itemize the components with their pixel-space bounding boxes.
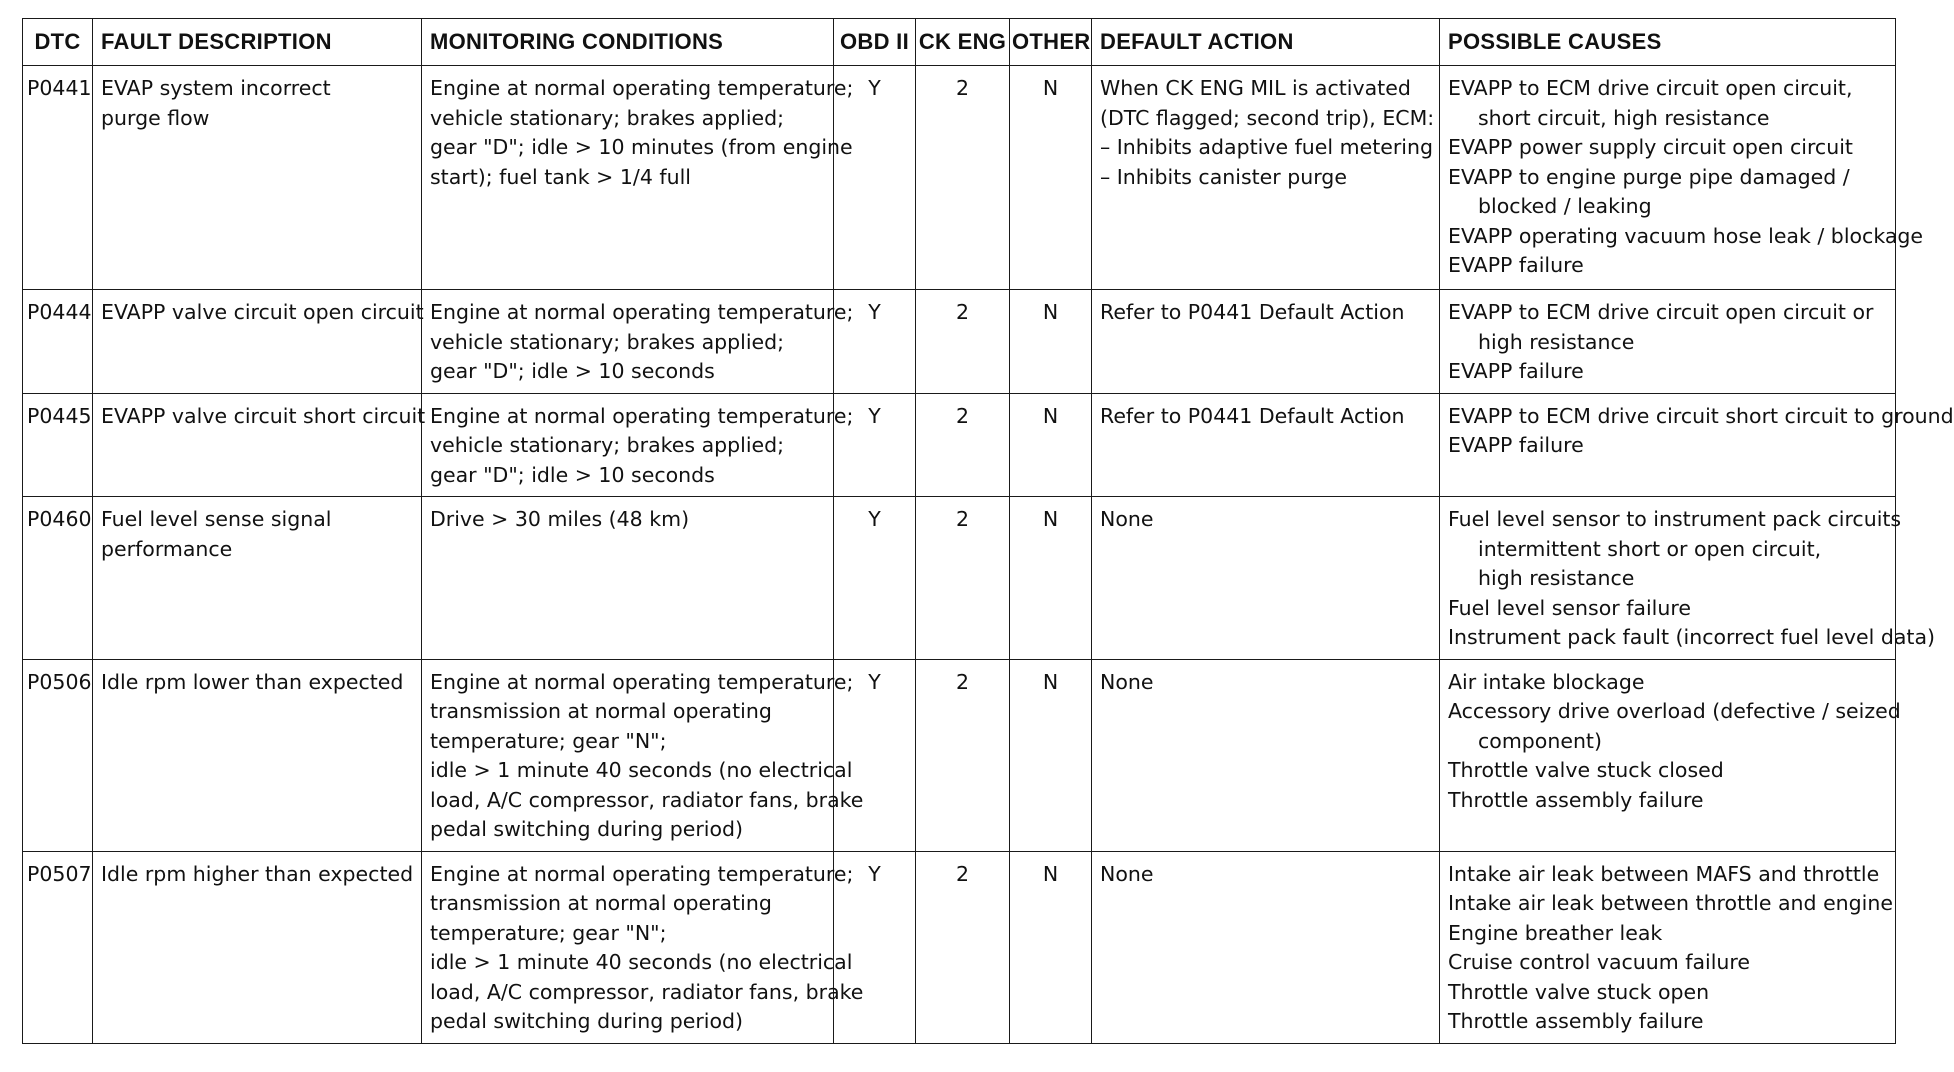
monitoring-conditions-cell <box>422 393 854 497</box>
other-value: N <box>1010 290 1092 394</box>
default-action-cell <box>1092 851 1440 1043</box>
dtc-code: P0441 <box>23 66 93 290</box>
table-row <box>23 393 1896 497</box>
monitoring-line: gear "D"; idle > 10 seconds <box>430 462 715 487</box>
cause-line: EVAPP to ECM drive circuit open circuit or <box>1448 300 1874 324</box>
default-action-cell <box>1092 393 1440 497</box>
fault-line: EVAP system incorrect <box>101 76 331 100</box>
default-action-line: Refer to P0441 Default Action <box>1100 300 1405 324</box>
dtc-code: P0460 <box>23 497 93 660</box>
obd-ii-value: Y <box>834 851 916 1043</box>
table-row <box>23 497 1896 660</box>
monitoring-line: vehicle stationary; brakes applied; <box>430 329 785 354</box>
default-action-line: None <box>1100 669 1154 694</box>
fault-line: EVAPP valve circuit short circuit <box>101 403 426 428</box>
default-action-line: (DTC flagged; second trip), ECM: <box>1100 105 1435 130</box>
possible-causes-cell <box>1440 497 1936 660</box>
default-action-cell <box>1092 66 1440 290</box>
monitoring-line: idle > 1 minute 40 seconds (no electrical <box>430 950 853 974</box>
table-row <box>23 290 1896 394</box>
header-dtc: DTC <box>23 19 93 66</box>
cause-line: Cruise control vacuum failure <box>1448 950 1751 974</box>
default-action-line: When CK ENG MIL is activated <box>1100 76 1411 100</box>
obd-ii-value: Y <box>834 497 916 660</box>
cause-line: Intake air leak between throttle and engine <box>1448 891 1893 915</box>
default-action-cell <box>1092 290 1440 394</box>
other-value: N <box>1010 393 1092 497</box>
ck-eng-value: 2 <box>916 659 1010 851</box>
cause-line: EVAPP to ECM drive circuit open circuit, <box>1448 76 1853 100</box>
other-value: N <box>1010 851 1092 1043</box>
monitoring-line: vehicle stationary; brakes applied; <box>430 433 785 457</box>
ck-eng-value: 2 <box>916 851 1010 1043</box>
cause-line: high resistance <box>1478 566 1635 590</box>
header-possible-causes: POSSIBLE CAUSES <box>1440 19 1896 66</box>
fault-line: Fuel level sense signal <box>101 507 332 531</box>
dtc-code: P0506 <box>23 659 93 851</box>
dtc-code: P0507 <box>23 851 93 1043</box>
default-action-line: Refer to P0441 Default Action <box>1100 403 1405 428</box>
fault-line: purge flow <box>101 105 210 130</box>
cause-line: short circuit, high resistance <box>1478 105 1770 130</box>
cause-line: EVAPP operating vacuum hose leak / blockage <box>1448 223 1924 248</box>
monitoring-line: pedal switching during period) <box>430 1009 744 1033</box>
monitoring-conditions-cell <box>422 659 864 851</box>
dtc-code: P0444 <box>23 290 93 394</box>
possible-causes-cell <box>1440 66 1924 290</box>
fault-description-cell <box>93 659 422 851</box>
fault-description-cell <box>93 497 422 660</box>
monitoring-line: Engine at normal operating temperature; <box>430 300 854 324</box>
cause-line: Throttle assembly failure <box>1448 787 1704 812</box>
cause-line: Air intake blockage <box>1448 669 1645 694</box>
dtc-table-sheet <box>22 18 1954 1044</box>
cause-line: EVAPP to engine purge pipe damaged / <box>1448 164 1850 189</box>
cause-line: Accessory drive overload (defective / seized <box>1448 699 1901 723</box>
fault-description-cell <box>93 290 422 394</box>
possible-causes-cell <box>1440 290 1896 394</box>
monitoring-line: start); fuel tank > 1/4 full <box>430 164 691 189</box>
cause-line: Throttle valve stuck closed <box>1448 758 1724 782</box>
monitoring-line: load, A/C compressor, radiator fans, brake <box>430 787 864 812</box>
monitoring-line: gear "D"; idle > 10 minutes (from engine <box>430 135 853 159</box>
monitoring-line: transmission at normal operating <box>430 891 772 915</box>
monitoring-line: Engine at normal operating temperature; <box>430 669 854 694</box>
ck-eng-value: 2 <box>916 497 1010 660</box>
header-other: OTHER <box>1010 19 1092 66</box>
header-default-action: DEFAULT ACTION <box>1092 19 1440 66</box>
monitoring-line: transmission at normal operating <box>430 699 772 723</box>
possible-causes-cell <box>1440 393 1954 497</box>
fault-line: Idle rpm higher than expected <box>101 861 414 886</box>
cause-line: Throttle valve stuck open <box>1448 979 1710 1004</box>
monitoring-line: temperature; gear "N"; <box>430 728 667 753</box>
cause-line: EVAPP failure <box>1448 253 1584 277</box>
ck-eng-value: 2 <box>916 393 1010 497</box>
cause-line: EVAPP power supply circuit open circuit <box>1448 135 1853 159</box>
cause-line: blocked / leaking <box>1478 194 1652 218</box>
cause-line: high resistance <box>1478 329 1635 354</box>
table-row <box>23 851 1896 1043</box>
header-row <box>23 19 1896 66</box>
monitoring-line: Engine at normal operating temperature; <box>430 861 854 886</box>
cause-line: Fuel level sensor failure <box>1448 595 1691 620</box>
other-value: N <box>1010 66 1092 290</box>
cause-line: Throttle assembly failure <box>1448 1009 1704 1033</box>
monitoring-line: pedal switching during period) <box>430 817 744 841</box>
default-action-line: – Inhibits adaptive fuel metering <box>1100 135 1433 159</box>
fault-line: Idle rpm lower than expected <box>101 669 404 694</box>
default-action-cell <box>1092 497 1440 660</box>
fault-description-cell <box>93 66 422 290</box>
monitoring-line: Drive > 30 miles (48 km) <box>430 507 690 531</box>
header-obd-ii: OBD II <box>834 19 916 66</box>
monitoring-line: gear "D"; idle > 10 seconds <box>430 359 715 383</box>
monitoring-conditions-cell <box>422 290 854 394</box>
default-action-line: None <box>1100 861 1154 886</box>
default-action-line: – Inhibits canister purge <box>1100 164 1347 189</box>
cause-line: component) <box>1478 728 1602 753</box>
cause-line: Engine breather leak <box>1448 920 1663 945</box>
obd-ii-value: Y <box>834 659 916 851</box>
default-action-cell <box>1092 659 1440 851</box>
ck-eng-value: 2 <box>916 290 1010 394</box>
monitoring-conditions-cell <box>422 851 864 1043</box>
fault-line: performance <box>101 536 233 561</box>
monitoring-line: Engine at normal operating temperature; <box>430 76 854 100</box>
default-action-line: None <box>1100 507 1154 531</box>
header-fault-description: FAULT DESCRIPTION <box>93 19 422 66</box>
header-ck-eng: CK ENG <box>916 19 1010 66</box>
cause-line: EVAPP failure <box>1448 433 1584 457</box>
obd-ii-value: Y <box>834 290 916 394</box>
other-value: N <box>1010 497 1092 660</box>
table-row <box>23 66 1896 290</box>
cause-line: intermittent short or open circuit, <box>1478 536 1822 561</box>
obd-ii-value: Y <box>834 66 916 290</box>
fault-description-cell <box>93 851 422 1043</box>
cause-line: EVAPP to ECM drive circuit short circuit to ground <box>1448 403 1954 428</box>
possible-causes-cell <box>1440 851 1896 1043</box>
cause-line: Intake air leak between MAFS and throttle <box>1448 861 1880 886</box>
monitoring-line: Engine at normal operating temperature; <box>430 403 854 428</box>
monitoring-line: temperature; gear "N"; <box>430 920 667 945</box>
cause-line: EVAPP failure <box>1448 359 1584 383</box>
header-monitoring-conditions: MONITORING CONDITIONS <box>422 19 834 66</box>
dtc-table <box>22 18 1954 1044</box>
monitoring-conditions-cell <box>422 66 854 290</box>
cause-line: Fuel level sensor to instrument pack circuits <box>1448 507 1902 531</box>
table-row <box>23 659 1896 851</box>
monitoring-line: idle > 1 minute 40 seconds (no electrical <box>430 758 853 782</box>
other-value: N <box>1010 659 1092 851</box>
monitoring-line: vehicle stationary; brakes applied; <box>430 105 785 130</box>
dtc-code: P0445 <box>23 393 93 497</box>
fault-line: EVAPP valve circuit open circuit <box>101 300 424 324</box>
cause-line: Instrument pack fault (incorrect fuel level data) <box>1448 625 1936 649</box>
fault-description-cell <box>93 393 426 497</box>
ck-eng-value: 2 <box>916 66 1010 290</box>
obd-ii-value: Y <box>834 393 916 497</box>
possible-causes-cell <box>1440 659 1901 851</box>
monitoring-line: load, A/C compressor, radiator fans, brake <box>430 979 864 1004</box>
monitoring-conditions-cell <box>422 497 834 660</box>
